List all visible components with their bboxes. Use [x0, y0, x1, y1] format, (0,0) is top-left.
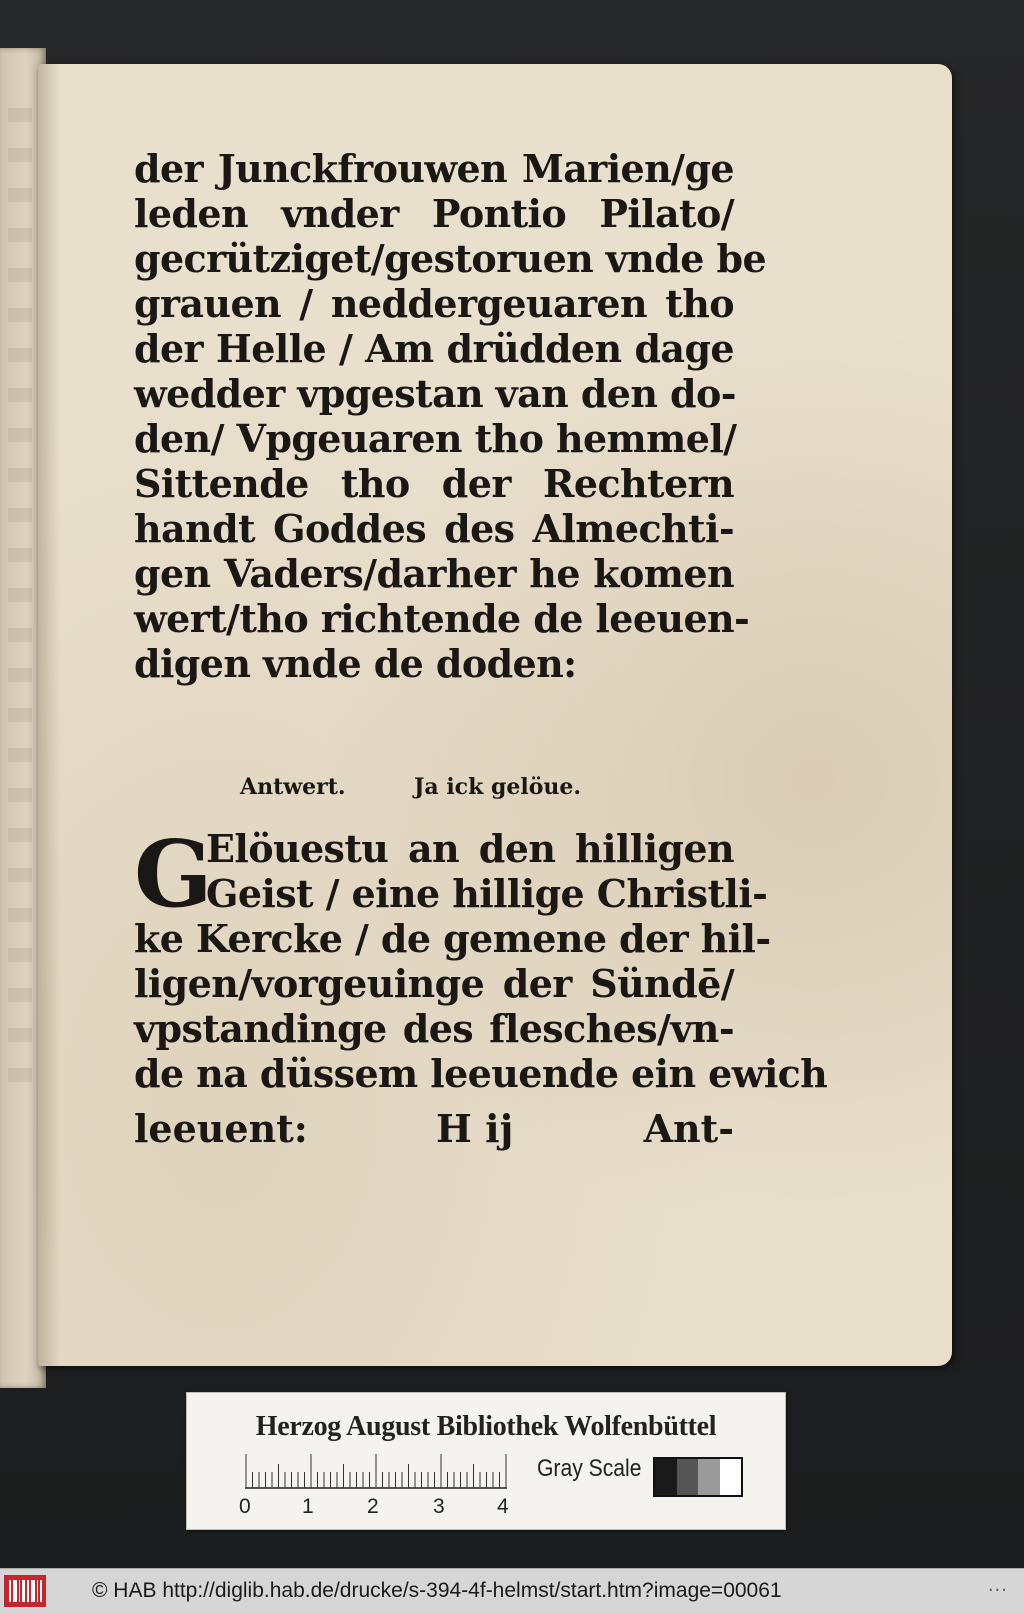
text-line: Sittende tho der Rechtern — [134, 461, 734, 506]
text-line: den/ Vpgeuaren tho hemmel/ — [134, 416, 737, 461]
ruler-number: 1 — [302, 1495, 314, 1518]
text-line: der Junckfrouwen Marien/ge — [134, 146, 734, 191]
more-icon[interactable]: ... — [987, 1575, 1008, 1596]
paragraph-two — [134, 820, 828, 1096]
catchword: Ant- — [643, 1106, 734, 1151]
drop-cap-initial: G — [134, 820, 213, 928]
gray-swatch-black — [655, 1459, 677, 1495]
image-url-text[interactable]: © HAB http://diglib.hab.de/drucke/s-394-4f-helmst/start.htm?image=00061 — [92, 1579, 782, 1602]
gray-swatch-white — [720, 1459, 742, 1495]
text-line: handt Goddes des Almechti- — [134, 506, 734, 551]
text-line: gecrütziget/gestoruen vnde be — [134, 236, 767, 281]
text-line: grauen / neddergeuaren tho — [134, 281, 734, 326]
text-line: Geist / eine hillige Christli- — [206, 871, 768, 916]
ruler-number: 2 — [367, 1495, 379, 1518]
ruler-number: 0 — [239, 1495, 251, 1518]
page-text-block — [134, 146, 767, 686]
text-line: ligen/vorgeuinge der Sündē/ — [134, 961, 734, 1006]
page-footer-line — [134, 1106, 734, 1151]
status-bar — [0, 1568, 1024, 1613]
text-line: vpstandinge des flesches/vn- — [134, 1006, 734, 1051]
centimeter-scale — [245, 1453, 513, 1489]
text-line: wert/tho richtende de leeuen- — [134, 596, 750, 641]
text-line: Elöuestu an den hilligen — [206, 826, 734, 871]
text-line: ke Kercke / de gemene der hil- — [134, 916, 771, 961]
ruler-ticks — [245, 1453, 513, 1489]
text-line: leden vnder Pontio Pilato/ — [134, 191, 734, 236]
text-line: wedder vpgestan van den do- — [134, 371, 736, 416]
ruler-numbers — [239, 1495, 529, 1521]
gray-swatch-dark — [677, 1459, 699, 1495]
signature-mark: H ij — [436, 1106, 514, 1151]
answer-text: Ja ick gelöue. — [414, 774, 582, 800]
gray-scale-label: Gray Scale — [537, 1455, 642, 1482]
ruler-number: 4 — [497, 1495, 509, 1518]
gray-swatch-mid — [698, 1459, 720, 1495]
answer-label: Antwert. — [240, 774, 346, 800]
ruler-number: 3 — [433, 1495, 445, 1518]
gray-scale-swatches — [653, 1457, 743, 1497]
color-ruler-card — [186, 1392, 786, 1530]
last-line-text: leeuent: — [134, 1106, 308, 1151]
text-line: der Helle / Am drüdden dage — [134, 326, 734, 371]
text-line: de na düssem leeuende ein ewich — [134, 1051, 828, 1096]
library-title: Herzog August Bibliothek Wolfenbüttel — [255, 1411, 717, 1442]
text-line: gen Vaders/darher he komen — [134, 551, 734, 596]
book-page — [38, 64, 952, 1366]
barcode-icon — [4, 1575, 46, 1607]
text-line: digen vnde de doden: — [134, 641, 577, 686]
